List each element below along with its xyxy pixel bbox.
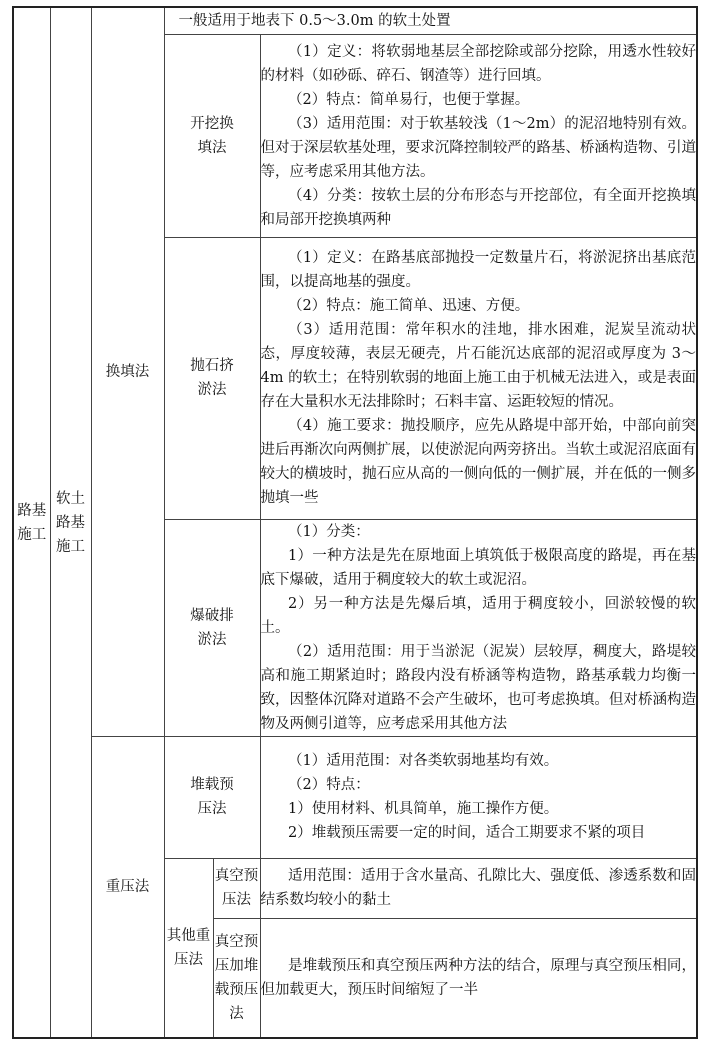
duizai-para: （2）特点： [288,777,370,793]
zhenkong-duizai-text: 是堆载预压和真空预压两种方法的结合，原理与真空预压相同，但加载更大，预压时间缩短了一半 [260,957,696,998]
zhenkong-label: 真空预压法 [214,868,259,908]
subcategory-label [50,7,91,1038]
kaiwa-para: （2）特点：简单易行，也便于掌握。 [288,91,530,108]
subcategory-text: 软土路基施工 [56,490,85,555]
submethod-qita [164,858,213,1038]
submethod-kaiwa [164,34,260,237]
kaiwa-para: （1）定义：将软弱地基层全部挖除或部分挖除，用透水性较好的材料（如砂砾、碎石、钢渣等）进行回填。 [260,43,696,84]
paoshi-label: 抛石挤淤法 [190,358,234,398]
paoshi-content [260,237,697,519]
submethod-zhenkong [213,858,260,918]
kaiwa-para: （3）适用范围：对于软基较浅（1～2m）的泥沼地特别有效。但对于深层软基处理，要求沉降控制较严的路基、桥涵构造物、引道等，应考虑采用其他方法。 [260,115,696,180]
paoshi-para: （1）定义：在路基底部抛投一定数量片石，将淤泥挤出基底范围，以提高地基的强度。 [260,250,696,290]
paoshi-para: （3）适用范围：常年积水的洼地，排水困难，泥炭呈流动状态，厚度较薄，表层无硬壳，片石能沉达底部的泥沼或厚度为 3～4m 的软土；在特别软弱的地面上施工由于机械无法进入，或是表面存在大量积水无法排除时；石料丰富、运距较短的情况。 [260,322,696,410]
method-zhongya [91,736,164,1038]
baopo-content [260,519,697,736]
submethod-zhenkong-duizai [213,918,260,1038]
category-text: 路基施工 [17,502,47,543]
kaiwa-label: 开挖换填法 [190,115,234,156]
soft-soil-table [12,6,698,1039]
submethod-duizai [164,736,260,858]
baopo-para: 1）一种方法是先在原地面上填筑低于极限高度的路堤，再在基底下爆破，适用于稠度较大的软土或泥沼。 [260,547,696,588]
method-huantian [91,7,164,736]
zhenkong-content [260,858,697,918]
zhenkong-duizai-label: 真空预压加堆载预压法 [214,933,259,1022]
duizai-para: 2）堆载预压需要一定的时间，适合工期要求不紧的项目 [288,825,646,841]
method-huantian-label: 换填法 [105,363,150,380]
duizai-content [260,736,697,858]
huantian-intro [164,7,697,34]
huantian-intro-text: 一般适用于地表下 0.5～3.0m 的软土处置 [178,12,451,29]
method-zhongya-label: 重压法 [105,878,150,895]
submethod-paoshi [164,237,260,519]
baopo-label: 爆破排淤法 [190,607,234,648]
kaiwa-para: （4）分类：按软土层的分布形态与开挖部位，有全面开挖换填和局部开挖换填两种 [260,187,696,228]
zhenkong-duizai-content [260,918,697,1038]
baopo-para: 2）另一种方法是先爆后填，适用于稠度较小，回淤较慢的软土。 [260,595,696,636]
paoshi-para: （4）施工要求：抛投顺序，应先从路堤中部开始，中部向前突进后再渐次向两侧扩展，以使淤泥向两旁挤出。当软土或泥沼底面有较大的横坡时，抛石应从高的一侧向低的一侧扩展，并在低的一侧多抛填一些 [260,418,696,506]
paoshi-para: （2）特点：施工简单、迅速、方便。 [288,298,530,314]
duizai-label: 堆载预压法 [190,777,234,817]
submethod-baopo [164,519,260,736]
category-label [13,7,50,1038]
baopo-para: （2）适用范围：用于当淤泥（泥炭）层较厚，稠度大，路堤较高和施工期紧迫时；路段内没有桥涵等构造物，路基承载力均衡一致，因整体沉降对道路不会产生破坏，也可考虑换填。但对桥涵构造物及两侧引道等，应考虑采用其他方法 [260,643,696,732]
kaiwa-content [260,34,697,237]
duizai-para: 1）使用材料、机具简单，施工操作方便。 [288,801,559,817]
zhenkong-text: 适用范围：适用于含水量高、孔隙比大、强度低、渗透系数和固结系数均较小的黏土 [260,868,696,908]
qita-label: 其他重压法 [166,927,211,968]
baopo-para: （1）分类： [288,523,370,540]
duizai-para: （1）适用范围：对各类软弱地基均有效。 [288,753,559,769]
